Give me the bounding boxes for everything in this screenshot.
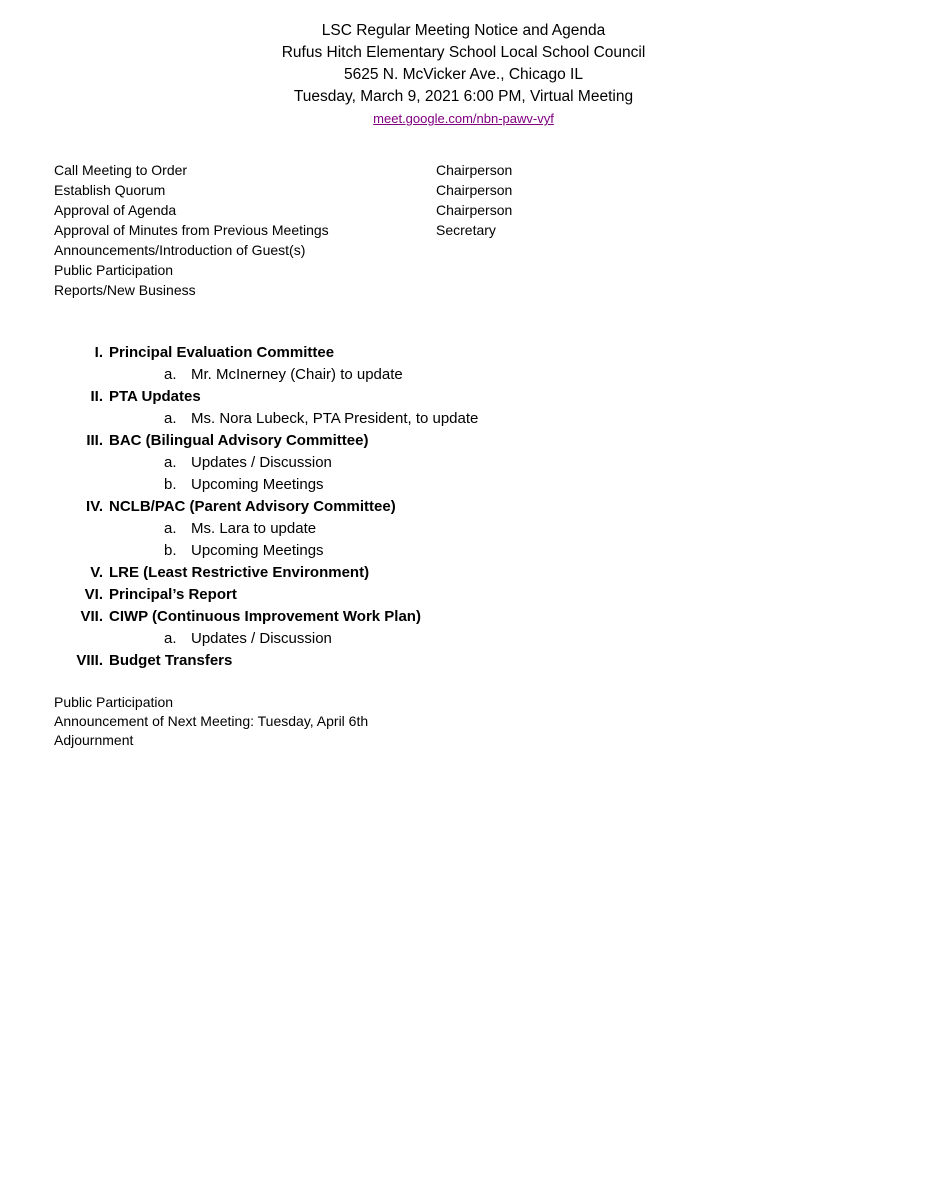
agenda-subitem xyxy=(0,518,927,540)
preliminary-items xyxy=(54,160,654,300)
agenda-subitem xyxy=(0,452,927,474)
agenda-item-number: VII. xyxy=(80,608,103,625)
agenda-item-number: II. xyxy=(90,388,103,405)
prelim-role: Chairperson xyxy=(436,202,513,218)
agenda-header xyxy=(0,20,927,129)
subitem-text: Ms. Lara to update xyxy=(191,520,317,537)
agenda-item xyxy=(0,342,927,364)
prelim-item: Announcements/Introduction of Guest(s) xyxy=(54,242,306,258)
subitem-letter: a. xyxy=(164,520,177,537)
agenda-item-title: Budget Transfers xyxy=(109,652,233,669)
subitem-text: Upcoming Meetings xyxy=(191,476,324,493)
subitem-letter: a. xyxy=(164,410,177,427)
meeting-link[interactable]: meet.google.com/nbn-pawv-vyf xyxy=(373,111,554,126)
prelim-role: Chairperson xyxy=(436,162,513,178)
prelim-item: Approval of Minutes from Previous Meetings xyxy=(54,222,329,238)
prelim-role: Chairperson xyxy=(436,182,513,198)
prelim-item: Call Meeting to Order xyxy=(54,162,188,178)
prelim-row xyxy=(54,280,654,300)
prelim-role: Secretary xyxy=(436,222,496,238)
agenda-item-number: I. xyxy=(94,344,103,361)
subitem-text: Mr. McInerney (Chair) to update xyxy=(191,366,403,383)
agenda-item-title: BAC (Bilingual Advisory Committee) xyxy=(109,432,369,449)
agenda-list xyxy=(0,342,927,672)
agenda-subitem xyxy=(0,540,927,562)
prelim-item: Reports/New Business xyxy=(54,282,196,298)
closing-items xyxy=(54,693,654,750)
document-title: LSC Regular Meeting Notice and Agenda xyxy=(321,22,606,39)
subitem-letter: a. xyxy=(164,366,177,383)
prelim-item: Establish Quorum xyxy=(54,182,166,198)
agenda-item xyxy=(0,430,927,452)
prelim-row xyxy=(54,180,654,200)
prelim-row xyxy=(54,240,654,260)
prelim-row xyxy=(54,220,654,240)
meeting-datetime: Tuesday, March 9, 2021 6:00 PM, Virtual Meeting xyxy=(293,88,634,105)
prelim-item: Public Participation xyxy=(54,262,174,278)
agenda-subitem xyxy=(0,474,927,496)
agenda-item xyxy=(0,562,927,584)
prelim-row xyxy=(54,160,654,180)
school-address: 5625 N. McVicker Ave., Chicago IL xyxy=(344,66,583,83)
agenda-item-title: PTA Updates xyxy=(109,388,201,405)
agenda-item xyxy=(0,606,927,628)
agenda-subitem xyxy=(0,364,927,386)
closing-item: Public Participation xyxy=(54,694,174,710)
agenda-item xyxy=(0,386,927,408)
subitem-text: Ms. Nora Lubeck, PTA President, to update xyxy=(191,410,479,427)
agenda-item xyxy=(0,584,927,606)
agenda-subitem xyxy=(0,628,927,650)
agenda-item-number: III. xyxy=(86,432,103,449)
subitem-letter: a. xyxy=(164,454,177,471)
subitem-text: Updates / Discussion xyxy=(191,454,332,471)
agenda-subitem xyxy=(0,408,927,430)
subitem-letter: a. xyxy=(164,630,177,647)
closing-item: Adjournment xyxy=(54,732,134,748)
agenda-item-number: IV. xyxy=(86,498,103,515)
prelim-item: Approval of Agenda xyxy=(54,202,177,218)
closing-item: Announcement of Next Meeting: Tuesday, April 6th xyxy=(54,713,369,729)
council-name: Rufus Hitch Elementary School Local School Council xyxy=(281,44,646,61)
prelim-row xyxy=(54,260,654,280)
agenda-item-number: VIII. xyxy=(76,652,103,669)
agenda-item xyxy=(0,496,927,518)
agenda-item-title: NCLB/PAC (Parent Advisory Committee) xyxy=(109,498,396,515)
prelim-row xyxy=(54,200,654,220)
agenda-item xyxy=(0,650,927,672)
agenda-item-title: Principal Evaluation Committee xyxy=(109,344,335,361)
agenda-item-title: CIWP (Continuous Improvement Work Plan) xyxy=(109,608,421,625)
agenda-item-number: V. xyxy=(90,564,103,581)
subitem-letter: b. xyxy=(164,476,177,493)
subitem-text: Upcoming Meetings xyxy=(191,542,324,559)
subitem-text: Updates / Discussion xyxy=(191,630,332,647)
agenda-item-number: VI. xyxy=(84,586,103,603)
agenda-item-title: Principal’s Report xyxy=(109,586,237,603)
subitem-letter: b. xyxy=(164,542,177,559)
agenda-item-title: LRE (Least Restrictive Environment) xyxy=(109,564,370,581)
